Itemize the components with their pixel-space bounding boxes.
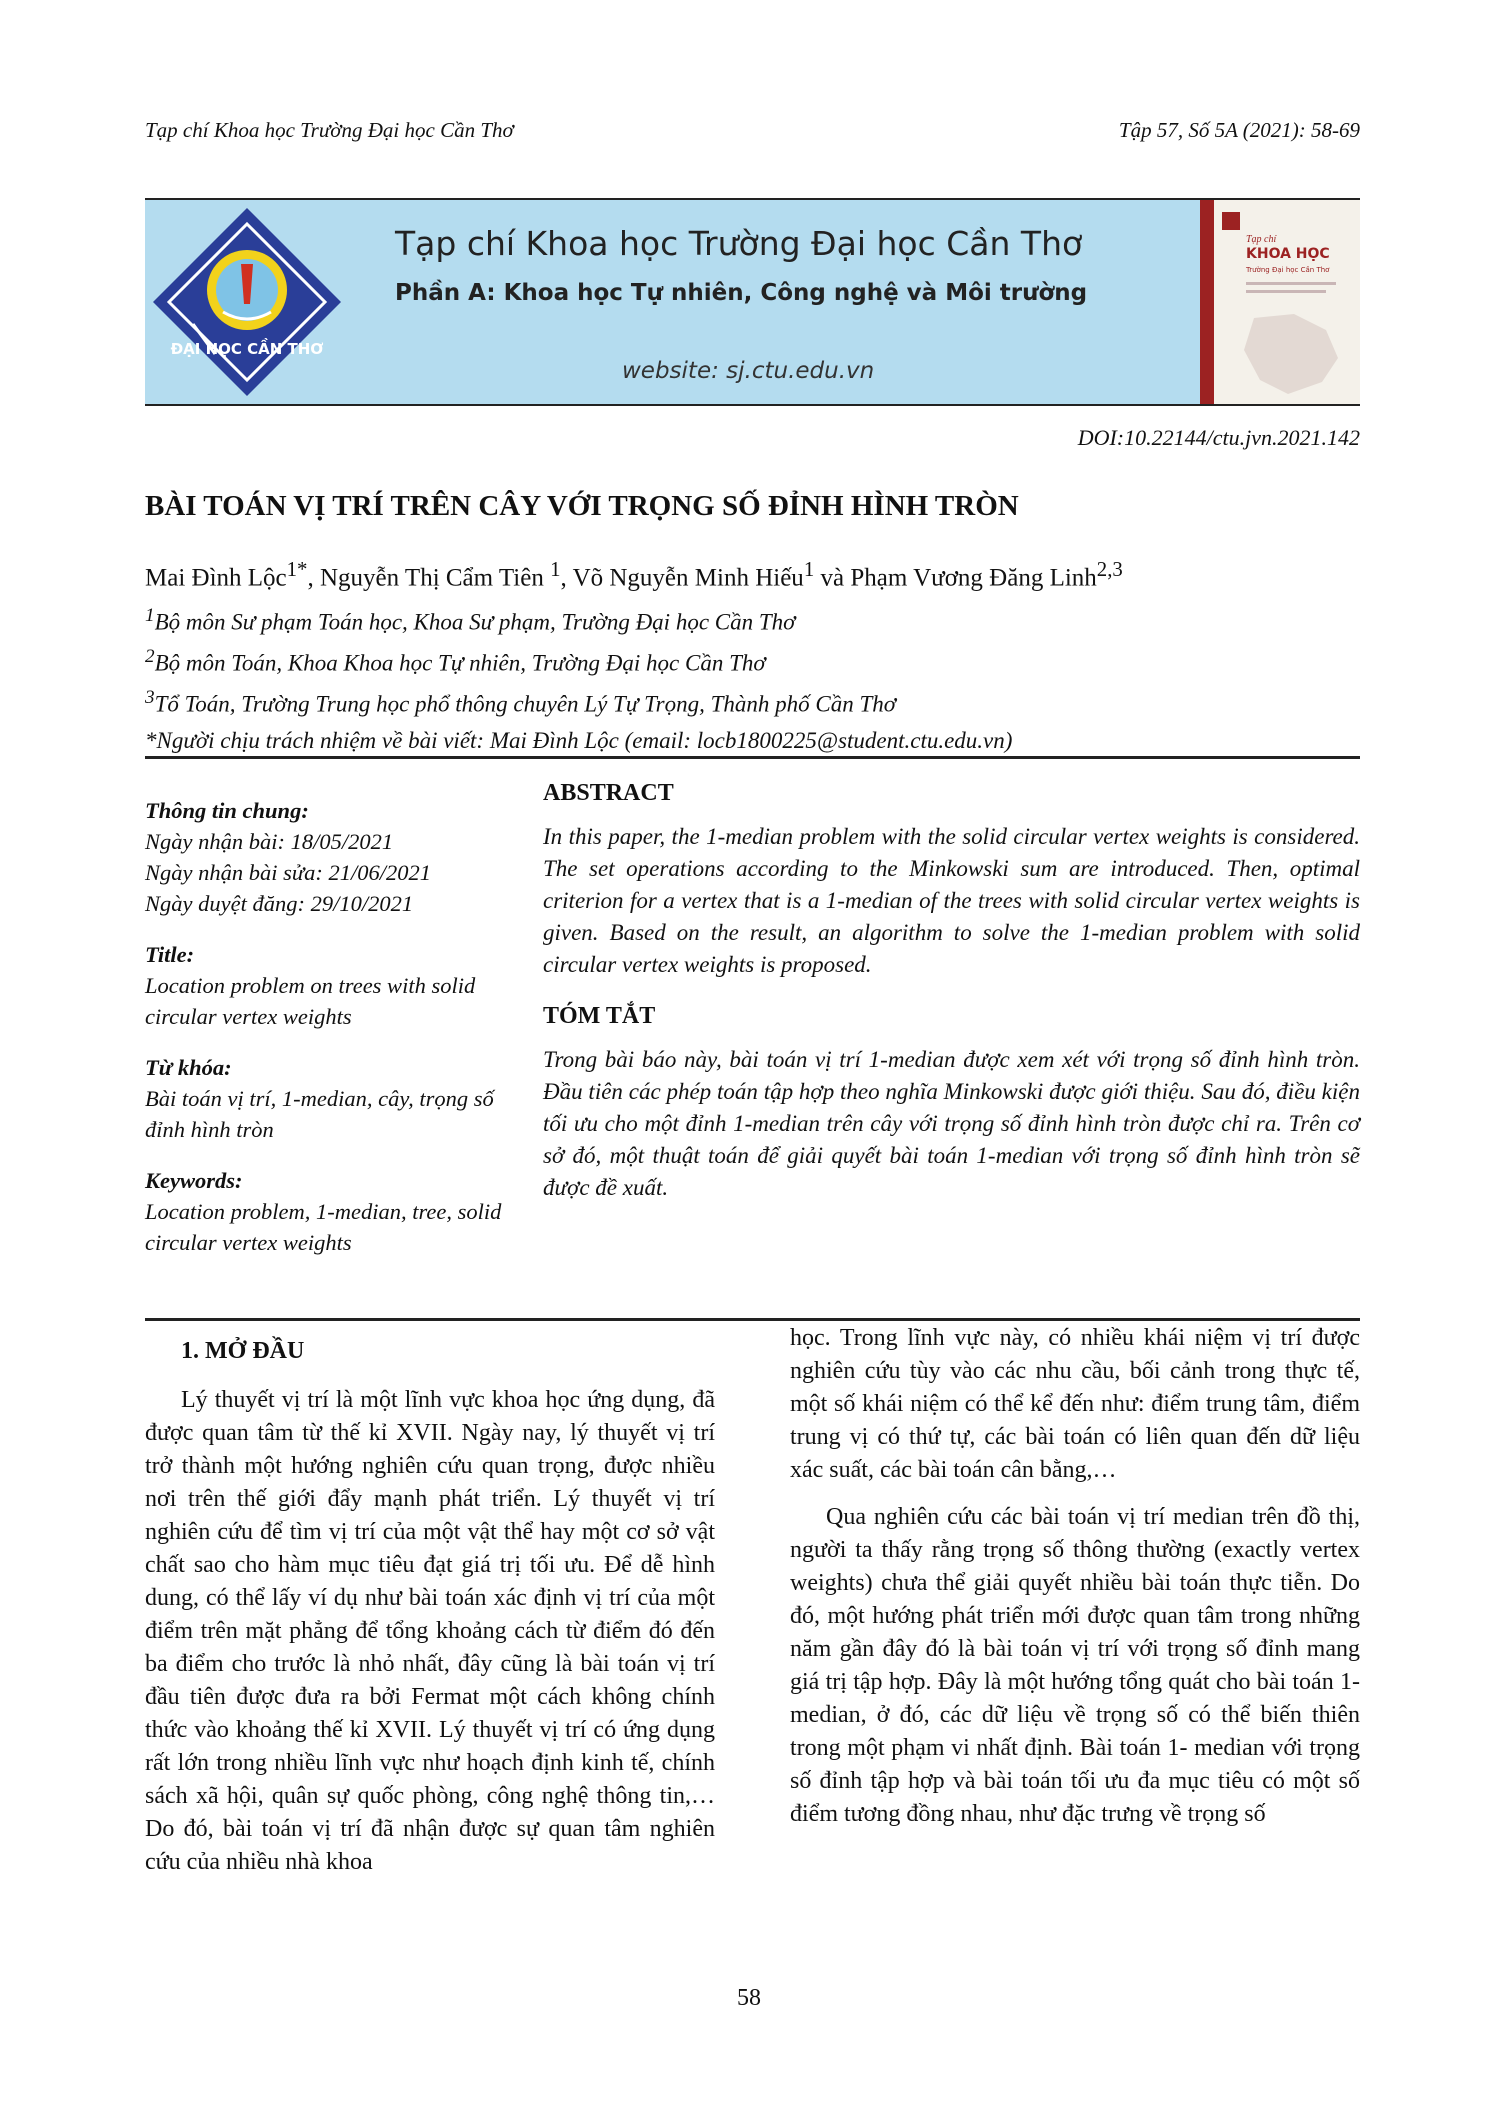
info-heading: Thông tin chung:	[145, 798, 309, 823]
top-rule	[145, 756, 1360, 759]
english-title: Location problem on trees with solid circular vertex weights	[145, 973, 476, 1029]
article-info-sidebar	[145, 795, 515, 1278]
affiliation	[145, 605, 795, 636]
cover-sub-label: Trường Đại học Cần Thơ	[1246, 266, 1330, 274]
info-line: Ngày nhận bài: 18/05/2021	[145, 829, 394, 854]
running-header-left: Tạp chí Khoa học Trường Đại học Cần Thơ	[145, 118, 514, 142]
doi: DOI:10.22144/ctu.jvn.2021.142	[1077, 425, 1360, 450]
section-heading: 1. MỞ ĐẦU	[181, 1338, 305, 1364]
affiliation	[145, 687, 896, 718]
keywords-text: Location problem, 1-median, tree, solid circular vertex weights	[145, 1199, 502, 1255]
author-sup: 2,3	[1096, 557, 1123, 581]
info-line: Ngày nhận bài sửa: 21/06/2021	[145, 860, 432, 885]
tukhoa-heading: Từ khóa:	[145, 1055, 232, 1080]
tomtat-text: Trong bài báo này, bài toán vị trí 1-median được xem xét với trọng số đỉnh hình tròn. Đầu tiên các phép toán tập hợp theo nghĩa Minkowski được giới thiệu. Sau đó, điều kiện tối ưu cho một đỉnh 1-median trên cây với trọng số đỉnh hình tròn được chỉ ra. Trên cơ sở đó, một thuật toán để giải quyết bài toán 1-median với trọng số đỉnh hình tròn sẽ được đề xuất.	[543, 1047, 1360, 1200]
affiliation-text: Tổ Toán, Trường Trung học phổ thông chuyên Lý Tự Trọng, Thành phố Cần Thơ	[154, 691, 897, 717]
page-number: 58	[737, 1985, 761, 2011]
abstract-column	[543, 780, 1360, 1226]
author-name: Phạm Vương Đăng Linh	[850, 564, 1097, 592]
author-name: Mai Đình Lộc	[145, 564, 287, 592]
body-paragraph: Lý thuyết vị trí là một lĩnh vực khoa học ứng dụng, đã được quan tâm từ thế kỉ XVII. Ngày nay, lý thuyết vị trí trở thành một hướng nghiên cứu quan trọng, được nhiều nơi trên thế giới đẩy mạnh phát triển. Lý thuyết vị trí nghiên cứu để tìm vị trí của một vật thể hay một cơ sở vật chất sao cho hàm mục tiêu đạt giá trị tối ưu. Để dễ hình dung, có thể lấy ví dụ như bài toán xác định vị trí của một điểm trên mặt phẳng để tổng khoảng cách từ điểm đó đến ba điểm cho trước là nhỏ nhất, đây cũng là bài toán vị trí đầu tiên được đưa ra bởi Fermat một cách không chính thức vào khoảng thế kỉ XVII. Lý thuyết vị trí có ứng dụng rất lớn trong nhiều lĩnh vực như hoạch định kinh tế, chính sách xã hội, quân sự quốc phòng, công nghệ thông tin,… Do đó, bài toán vị trí đã nhận được sự quan tâm nghiên cứu của nhiều nhà khoa	[145, 1387, 715, 1875]
body-column-left	[145, 1335, 715, 1893]
affiliation-sup: 1	[145, 605, 155, 626]
cover-big-label: KHOA HỌC	[1246, 246, 1330, 262]
running-header-right: Tập 57, Số 5A (2021): 58-69	[1118, 118, 1360, 142]
title-heading: Title:	[145, 942, 195, 967]
affiliation-text: Bộ môn Sư phạm Toán học, Khoa Sư phạm, Trường Đại học Cần Thơ	[154, 609, 796, 635]
abstract-text: In this paper, the 1-median problem with the solid circular vertex weights is considered. The set operations according to the Minkowski sum are introduced. Then, optimal criterion for a vertex that is a 1-median of the trees with solid circular vertex weights is given. Based on the result, an algorithm to solve the 1-median problem with solid circular vertex weights is proposed.	[543, 824, 1360, 977]
author-name: Nguyễn Thị Cẩm Tiên	[319, 564, 551, 592]
tukhoa-text: Bài toán vị trí, 1-median, cây, trọng số đỉnh hình tròn	[145, 1086, 494, 1142]
author-sep: ,	[307, 564, 320, 592]
section-rule	[145, 1318, 1360, 1321]
author-sep: và	[814, 564, 851, 592]
info-line: Ngày duyệt đăng: 29/10/2021	[145, 891, 414, 916]
banner-title: Tạp chí Khoa học Trường Đại học Cần Thơ	[395, 224, 1083, 263]
affiliation-sup: 3	[145, 687, 155, 708]
author-sup: 1*	[286, 557, 308, 581]
cover-text-line	[1246, 290, 1326, 293]
cover-text-line	[1246, 282, 1336, 285]
keywords-heading: Keywords:	[145, 1168, 243, 1193]
author-list	[145, 557, 1123, 592]
body-column-right	[790, 1322, 1360, 1845]
affiliation	[145, 646, 766, 677]
university-logo-icon	[149, 204, 345, 400]
abstract-heading: ABSTRACT	[543, 780, 674, 806]
banner-subtitle: Phần A: Khoa học Tự nhiên, Công nghệ và Môi trường	[395, 280, 1088, 306]
cover-small-label: Tạp chí	[1246, 234, 1277, 245]
author-sup: 1	[803, 557, 815, 581]
affiliation-text: Bộ môn Toán, Khoa Khoa học Tự nhiên, Trường Đại học Cần Thơ	[154, 650, 766, 676]
logo-text: ĐẠI HỌC CẦN THƠ	[170, 340, 324, 358]
author-name: Võ Nguyễn Minh Hiếu	[572, 564, 804, 592]
affiliation-sup: 2	[145, 646, 155, 667]
body-paragraph: học. Trong lĩnh vực này, có nhiều khái niệm vị trí được nghiên cứu tùy vào các nhu cầu, bối cảnh trong thực tế, một số khái niệm có thể kể đến như: điểm trung tâm, điểm trung vị có thứ tự, các bài toán có liên quan đến dữ liệu xác suất, các bài toán cân bằng,…	[790, 1325, 1360, 1483]
cover-map-icon	[1234, 310, 1350, 398]
paper-title: BÀI TOÁN VỊ TRÍ TRÊN CÂY VỚI TRỌNG SỐ ĐỈNH HÌNH TRÒN	[145, 490, 1019, 522]
cover-emblem-icon	[1222, 212, 1240, 230]
banner-website: website: sj.ctu.edu.vn	[622, 358, 875, 384]
author-sup: 1	[550, 557, 561, 581]
author-sep: ,	[560, 564, 573, 592]
corresponding-author: *Người chịu trách nhiệm về bài viết: Mai Đình Lộc (email: locb1800225@student.ctu.edu.vn)	[145, 728, 1013, 753]
cover-red-stripe	[1200, 200, 1214, 404]
journal-cover-thumbnail	[1200, 200, 1360, 404]
journal-banner	[145, 198, 1360, 406]
body-paragraph: Qua nghiên cứu các bài toán vị trí median trên đồ thị, người ta thấy rằng trọng số thông thường (exactly vertex weights) chưa thể giải quyết nhiều bài toán thực tiễn. Do đó, một hướng phát triển mới được quan tâm trong những năm gần đây đó là bài toán vị trí với trọng số đỉnh mang giá trị tập hợp. Đây là một hướng tổng quát cho bài toán 1-median, ở đó, các dữ liệu về trọng số có thể biến thiên trong một phạm vi nhất định. Bài toán 1- median với trọng số đỉnh tập hợp và bài toán tối ưu đa mục tiêu có một số điểm tương đồng nhau, như đặc trưng về trọng số	[790, 1504, 1360, 1827]
tomtat-heading: TÓM TẮT	[543, 1003, 656, 1029]
